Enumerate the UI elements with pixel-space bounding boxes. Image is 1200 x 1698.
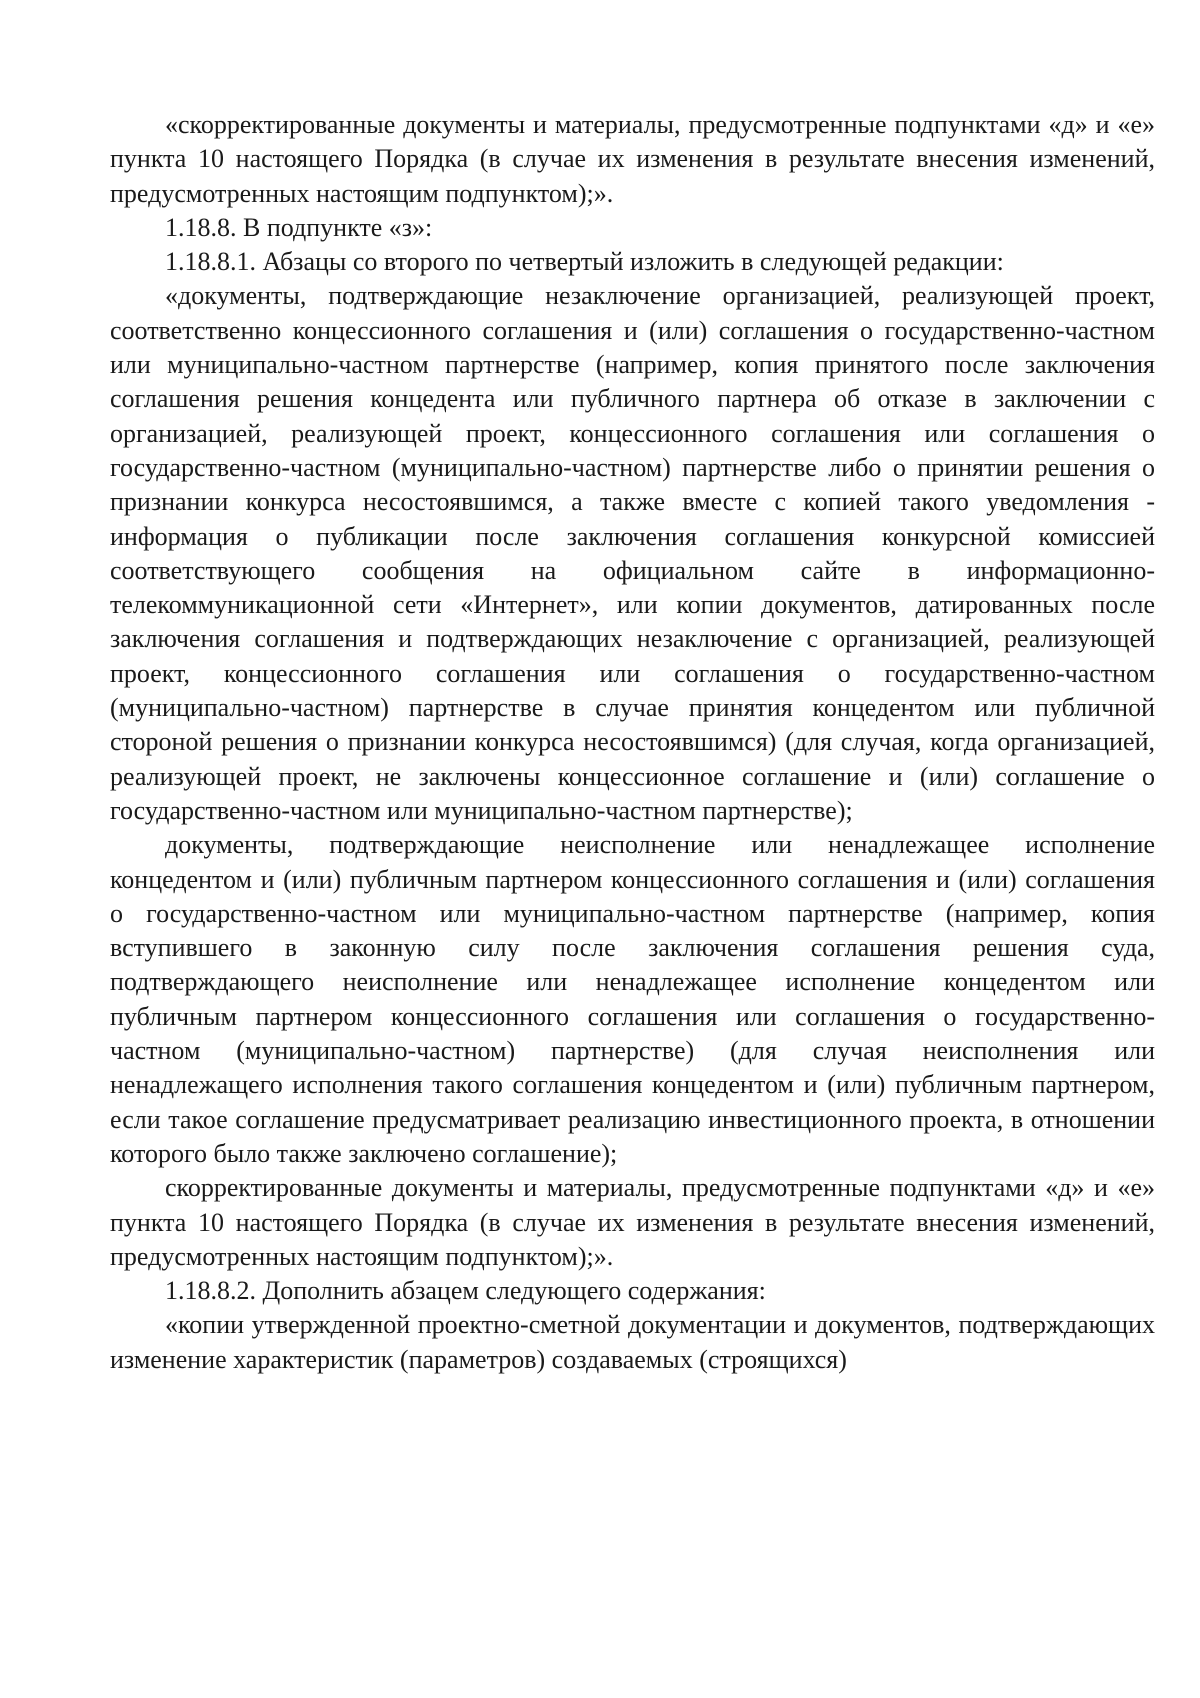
paragraph-approved-design-documentation: «копии утвержденной проектно-сметной документации и документов, подтверждающих изменение характеристик (параметров) создаваемых (строящихся) <box>110 1310 1155 1374</box>
paragraph-non-performance-documents: документы, подтверждающие неисполнение или ненадлежащее исполнение концедентом и (или) публичным партнером концессионного соглашения и (или) соглашения о государственно-частном или муниципально-частном партнерстве (например, копия вступившего в законную силу после заключения соглашения решения суда, подтверждающего неисполнение или ненадлежащее исполнение концедентом или публичным партнером концессионного соглашения или соглашения о государственно-частном (муниципально-частном) партнерстве) (для случая неисполнения или ненадлежащего исполнения такого соглашения концедентом и (или) публичным партнером, если такое соглашение предусматривает реализацию инвестиционного проекта, в отношении которого было также заключено соглашение); <box>110 830 1155 1168</box>
document-page <box>110 108 1155 1377</box>
paragraph-non-conclusion-documents: «документы, подтверждающие незаключение организацией, реализующей проект, соответственно концессионного соглашения и (или) соглашения о государственно-частном или муниципально-частном партнерстве (например, копия принятого после заключения соглашения решения концедента или публичного партнера об отказе в заключении с организацией, реализующей проект, концессионного соглашения или соглашения о государственно-частном (муниципально-частном) партнерстве либо о принятии решения о признании конкурса несостоявшимся, а также вместе с копией такого уведомления - информация о публикации после заключения соглашения конкурсной комиссией соответствующего сообщения на официальном сайте в информационно-телекоммуникационной сети «Интернет», или копии документов, датированных после заключения соглашения и подтверждающих незаключение с организацией, реализующей проект, концессионного соглашения или соглашения о государственно-частном (муниципально-частном) партнерстве в случае принятия концедентом или публичной стороной решения о признании конкурса несостоявшимся) (для случая, когда организацией, реализующей проект, не заключены концессионное соглашение и (или) соглашение о государственно-частном или муниципально-частном партнерстве); <box>110 281 1155 825</box>
paragraph-1-18-8-1: 1.18.8.1. Абзацы со второго по четвертый изложить в следующей редакции: <box>165 247 1004 277</box>
paragraph-corrected-documents: скорректированные документы и материалы, предусмотренные подпунктами «д» и «е» пункта 10 настоящего Порядка (в случае их изменения в результате внесения изменений, предусмотренных настоящим подпунктом);». <box>110 1173 1155 1271</box>
paragraph-subclause-z-heading: 1.18.8. В подпункте «з»: <box>165 212 433 242</box>
paragraph-corrected-documents-end: «скорректированные документы и материалы, предусмотренные подпунктами «д» и «е» пункта 10 настоящего Порядка (в случае их изменения в результате внесения изменений, предусмотренных настоящим подпунктом);». <box>110 110 1155 208</box>
paragraph-1-18-8-2: 1.18.8.2. Дополнить абзацем следующего содержания: <box>165 1276 766 1306</box>
